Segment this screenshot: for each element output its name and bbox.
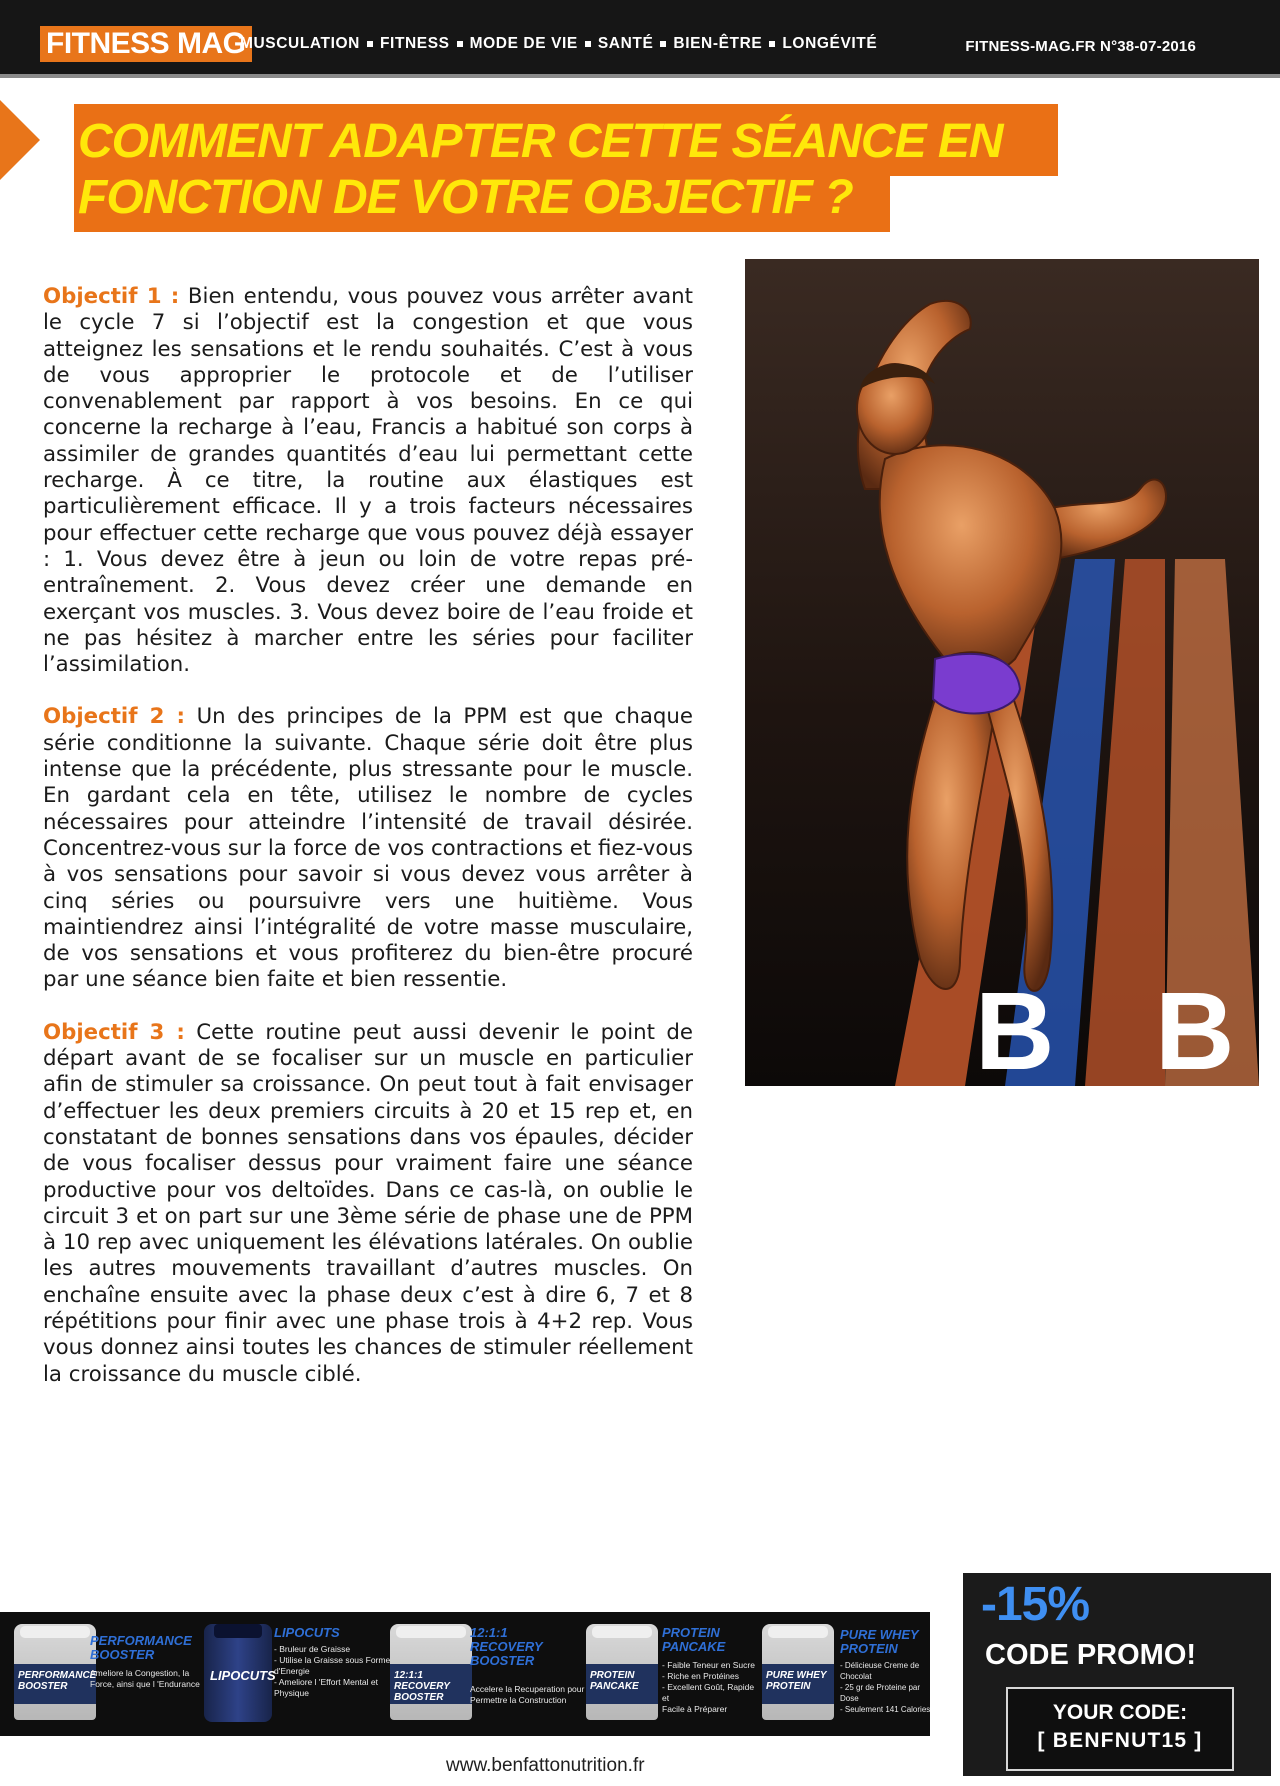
ad-product-name: LIPOCUTS: [274, 1625, 340, 1640]
ad-product-desc: Ameliore la Congestion, la Force, ainsi que l 'Endurance: [90, 1668, 200, 1689]
product-lid: [20, 1626, 90, 1638]
objective-label: Objectif 1 :: [43, 284, 180, 309]
product-pack-label: PERFORMANCE BOOSTER: [18, 1670, 97, 1692]
nav-separator: [585, 41, 591, 47]
product-tub-icon: [762, 1624, 834, 1720]
ad-product-name: 12:1:1 RECOVERY BOOSTER: [470, 1625, 543, 1668]
ad-recovery-booster[interactable]: [390, 1624, 585, 1724]
nav-item-musculation[interactable]: MUSCULATION: [240, 35, 360, 52]
objective-text: Cette routine peut aussi devenir le point de départ avant de se focaliser sur un muscle en particulier afin de stimuler sa croissance. On peut tout à fait envisager d’effectuer les deux premiers circuits à 20 et 15 rep et, en constatant de bonnes sensations dans vos épaules, décider de vous focaliser dessus pour vraiment faire une séance productive pour vos deltoïdes. Dans ce cas-là, on oublie le circuit 3 et on part sur une 3ème série de phase une de PPM à 10 rep avec uniquement les élévations latérales. On oublie les autres mouvements travaillant d’autres muscles. On enchaîne ensuite avec la phase deux c’est à dire 6, 7 et 8 répétitions pour finir avec une phase trois à 4+2 rep. Vous vous donnez ainsi toutes les chances de stimuler réellement la croissance du muscle ciblé.: [43, 1019, 693, 1387]
ad-product-desc: - Bruleur de Graisse - Utilise la Graisse sous Forme d'Energie - Ameliore l 'Effort Mental et Physique: [274, 1644, 391, 1698]
nav-item-longevite[interactable]: LONGÉVITÉ: [782, 35, 878, 52]
product-lid: [396, 1626, 466, 1638]
nav-separator: [769, 41, 775, 47]
product-bottle-icon: [204, 1624, 276, 1722]
nav-item-bien-etre[interactable]: BIEN-ÊTRE: [673, 35, 763, 52]
product-pack-label: LIPOCUTS: [210, 1668, 276, 1683]
ad-pure-whey-protein[interactable]: [762, 1624, 930, 1724]
ad-protein-pancake[interactable]: [586, 1624, 761, 1724]
nav-separator: [457, 41, 463, 47]
ad-product-name: PURE WHEY PROTEIN: [840, 1627, 919, 1656]
title-banner: [74, 104, 1058, 232]
ad-product-name: PERFORMANCE BOOSTER: [90, 1633, 192, 1662]
ad-performance-booster[interactable]: [14, 1624, 199, 1724]
nav-item-sante[interactable]: SANTÉ: [597, 35, 654, 52]
objective-text: Bien entendu, vous pouvez vous arrêter avant le cycle 7 si l’objectif est la congestion et que vous atteignez les sensations et le rendu souhaités. C’est à vous de vous approprier le protocole et de l’utiliser convenablement par rapport à vos besoins. En ce qui concerne la recharge à l’eau, Francis a habitué son corps à assimiler de grandes quantités d’eau lui permettant cette recharge. À ce titre, la routine aux élastiques est particulièrement efficace. Il y a trois facteurs nécessaires pour effectuer cette recharge que vous pouvez déjà essayer : 1. Vous devez être à jeun ou loin de votre repas pré-entraînement. 2. Vous devez créer une demande en exerçant vos muscles. 3. Vous devez boire de l’eau froide et ne pas hésitez à marcher entre les séries pour faciliter l’assimilation.: [43, 284, 693, 678]
product-pack-label: PROTEIN PANCAKE: [590, 1670, 639, 1692]
ad-product-desc: - Délicieuse Creme de Chocolat - 25 gr de Proteine par Dose - Seulement 141 Calories: [840, 1661, 931, 1714]
header-underline: [0, 74, 1280, 78]
objective-paragraph-1: [43, 284, 693, 678]
magazine-logo[interactable]: FITNESS MAG: [40, 26, 252, 62]
ad-lipocuts[interactable]: [204, 1624, 389, 1724]
product-tub-icon: [586, 1624, 658, 1720]
bottle-cap: [214, 1624, 262, 1638]
page-title: COMMENT ADAPTER CETTE SÉANCE EN FONCTION DE VOTRE OBJECTIF ?: [78, 115, 1003, 224]
product-ad-strip[interactable]: [0, 1612, 930, 1736]
stage-letter: B: [975, 970, 1055, 1086]
section-nav: [240, 35, 877, 53]
issue-number: FITNESS-MAG.FR N°38-07-2016: [965, 38, 1196, 55]
promo-box[interactable]: [963, 1573, 1271, 1776]
nav-separator: [367, 41, 373, 47]
objective-paragraph-3: [43, 1020, 693, 1388]
nav-item-fitness[interactable]: FITNESS: [379, 35, 450, 52]
promo-discount: -15%: [981, 1578, 1090, 1631]
product-tub-icon: [14, 1624, 96, 1720]
ad-product-desc: - Faible Teneur en Sucre - Riche en Protéines - Excellent Goût, Rapide et Facile à Préparer: [662, 1660, 755, 1714]
objective-paragraph-2: [43, 704, 693, 993]
top-header-bar: [0, 0, 1280, 78]
ad-product-name: PROTEIN PANCAKE: [662, 1625, 726, 1654]
promo-label: CODE PROMO!: [985, 1639, 1197, 1671]
stage-letter: B: [1155, 970, 1235, 1086]
product-tub-icon: [390, 1624, 472, 1720]
nav-item-mode-de-vie[interactable]: MODE DE VIE: [469, 35, 578, 52]
article-column: [43, 284, 693, 1414]
product-pack-label: PURE WHEY PROTEIN: [766, 1670, 827, 1692]
objective-text: Un des principes de la PPM est que chaque série conditionne la suivante. Chaque série doit être plus intense que la précédente, plus stressante pour le muscle. En gardant cela en tête, utilisez le nombre de cycles nécessaires pour atteindre l’intensité de travail désirée. Concentrez-vous sur la force de vos contractions et fiez-vous à vos sensations pour savoir si vous devez vous arrêter à cinq séries ou poursuivre vers une huitième. Vous maintiendrez ainsi l’intégralité de votre masse musculaire, de vos sensations et vous profiterez du bien-être procuré par une séance bien faite et bien ressentie.: [43, 704, 693, 993]
promo-code[interactable]: [ BENFNUT15 ]: [1037, 1729, 1203, 1752]
objective-label: Objectif 2 :: [43, 704, 186, 730]
bodybuilder-photo: [745, 259, 1259, 1086]
promo-code-label: YOUR CODE:: [1052, 1701, 1188, 1724]
product-pack-label: 12:1:1 RECOVERY BOOSTER: [394, 1670, 450, 1703]
nav-separator: [660, 41, 666, 47]
promo-code-box[interactable]: [1006, 1687, 1234, 1771]
product-lid: [768, 1626, 828, 1638]
title-arrow-icon: [0, 100, 40, 180]
product-lid: [592, 1626, 652, 1638]
objective-label: Objectif 3 :: [43, 1019, 185, 1045]
ad-product-desc: Accelere la Recuperation pour Permettre la Construction: [470, 1684, 585, 1705]
bodybuilder-illustration: [745, 259, 1259, 1086]
website-link[interactable]: www.benfattonutrition.fr: [446, 1755, 645, 1776]
